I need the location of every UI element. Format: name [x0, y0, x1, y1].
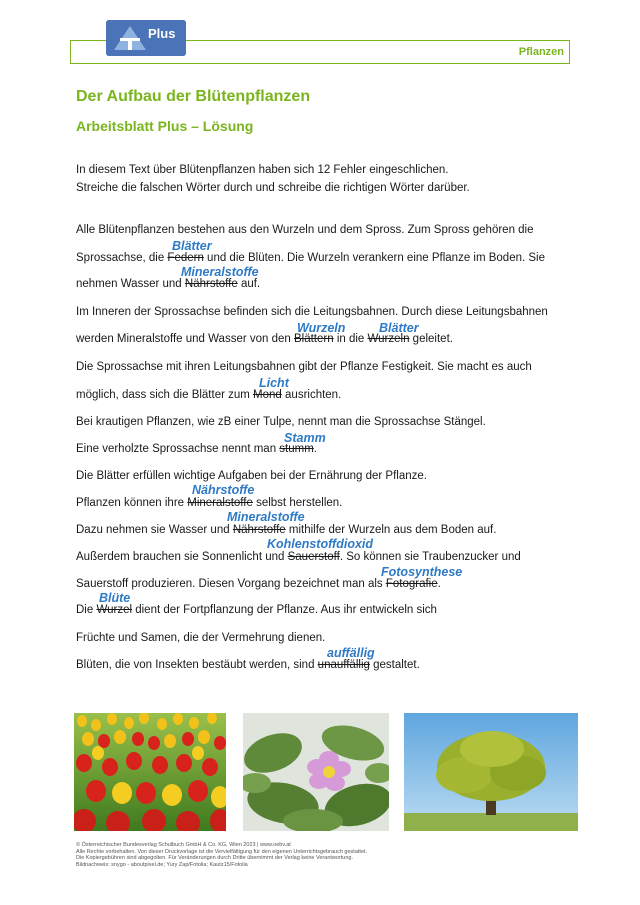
- text-line-14: Sauerstoff produzieren. Diesen Vorgang bezeichnet man als Fotografie.: [76, 578, 441, 590]
- text-line-1: Alle Blütenpflanzen bestehen aus den Wurzeln und dem Spross. Zum Spross gehören die: [76, 224, 534, 236]
- text-line-3: nehmen Wasser und Nährstoffe auf.: [76, 278, 261, 290]
- struck-word: unauffällig: [317, 659, 370, 671]
- correction-6: Stamm: [284, 431, 326, 445]
- struck-word: Wurzeln: [367, 333, 410, 345]
- text-line-4: Im Inneren der Sprossachse befinden sich die Leitungsbahnen. Durch diese Leitungsbahnen: [76, 306, 548, 318]
- intro-line-2: Streiche die falschen Wörter durch und schreibe die richtigen Wörter darüber.: [76, 182, 470, 194]
- text-line-7: möglich, dass sich die Blätter zum Mond ausrichten.: [76, 389, 342, 401]
- subject-label: Pflanzen: [518, 46, 564, 58]
- intro-line-1: In diesem Text über Blütenpflanzen haben sich 12 Fehler eingeschlichen.: [76, 164, 449, 176]
- text-line-11: Pflanzen können ihre Mineralstoffe selbst herstellen.: [76, 497, 343, 509]
- tulip-field-image: [74, 713, 226, 831]
- struck-word: Fotografie: [385, 578, 438, 590]
- correction-8: Mineralstoffe: [227, 510, 305, 524]
- page-title: Der Aufbau der Blütenpflanzen: [76, 88, 311, 105]
- text-line-12: Dazu nehmen sie Wasser und Nährstoffe mithilfe der Wurzeln aus dem Boden auf.: [76, 524, 497, 536]
- struck-word: Mineralstoffe: [187, 497, 253, 509]
- text-line-9: Eine verholzte Sprossachse nennt man stumm.: [76, 443, 317, 455]
- logo-text: Plus: [148, 26, 176, 41]
- wild-rose-image: [243, 713, 389, 831]
- text-line-5: werden Mineralstoffe und Wasser von den Blättern in die Wurzeln geleitet.: [76, 333, 453, 345]
- correction-1: Blätter: [172, 239, 212, 253]
- correction-5: Licht: [259, 376, 289, 390]
- page-subtitle: Arbeitsblatt Plus – Lösung: [76, 118, 254, 134]
- struck-word: Nährstoffe: [232, 524, 286, 536]
- struck-word: Mond: [253, 389, 282, 401]
- text-line-13: Außerdem brauchen sie Sonnenlicht und Sauerstoff. So können sie Traubenzucker und: [76, 551, 521, 563]
- copyright-footer: © Österreichischer Bundesverlag Schulbuch GmbH & Co. KG, Wien 2023 | www.oebv.at Alle Rechte vorbehalten. Von dieser Druckvorlage ist die Vervielfältigung für den eigenen Unterrichtsgebrauch gestattet. Die Kopiergebühren sind abgegolten. Für Veränderungen durch Dritte übernimmt der Verlag keine Verantwortung. Bildnachweis: snygo - aboutpixel.de; Yury Zap/Fotolia; Kautz15/Fotolia: [76, 842, 368, 868]
- text-line-6: Die Sprossachse mit ihren Leitungsbahnen gibt der Pflanze Festigkeit. Sie macht es auch: [76, 361, 532, 373]
- text-line-10: Die Blätter erfüllen wichtige Aufgaben bei der Ernährung der Pflanze.: [76, 470, 427, 482]
- tree-image: [404, 713, 578, 831]
- text-line-16: Früchte und Samen, die der Vermehrung dienen.: [76, 632, 326, 644]
- correction-4: Blätter: [379, 321, 419, 335]
- correction-12: auffällig: [327, 646, 375, 660]
- text-line-8: Bei krautigen Pflanzen, wie zB einer Tulpe, nennt man die Sprossachse Stängel.: [76, 416, 486, 428]
- struck-word: Blättern: [293, 333, 334, 345]
- struck-word: Wurzel: [96, 604, 133, 616]
- text-line-15: Die Wurzel dient der Fortpflanzung der Pflanze. Aus ihr entwickeln sich: [76, 604, 437, 616]
- struck-word: stumm: [279, 443, 314, 455]
- correction-7: Nährstoffe: [192, 483, 255, 497]
- struck-word: Sauerstoff: [287, 551, 340, 563]
- correction-3: Wurzeln: [297, 321, 346, 335]
- publisher-logo: [106, 20, 186, 56]
- struck-word: Federn: [167, 252, 204, 264]
- correction-2: Mineralstoffe: [181, 265, 259, 279]
- correction-10: Fotosynthese: [381, 565, 463, 579]
- text-line-2: Sprossachse, die Federn und die Blüten. Die Wurzeln verankern eine Pflanze im Boden. Sie: [76, 252, 546, 264]
- text-line-17: Blüten, die von Insekten bestäubt werden, sind unauffällig gestaltet.: [76, 659, 420, 671]
- struck-word: Nährstoffe: [184, 278, 238, 290]
- correction-9: Kohlenstoffdioxid: [267, 537, 374, 551]
- correction-11: Blüte: [99, 591, 131, 605]
